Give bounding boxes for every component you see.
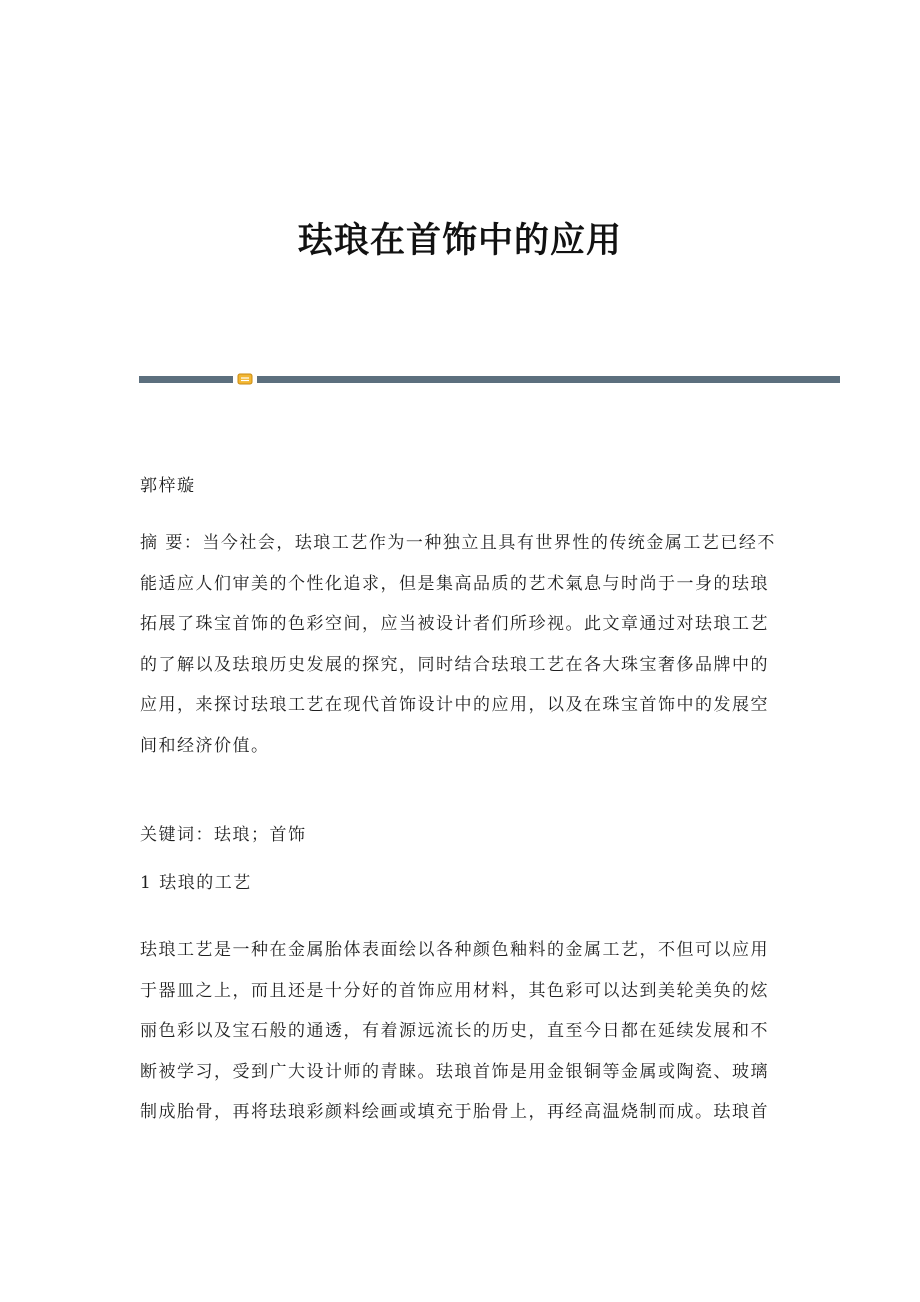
abstract-label: 摘 要： bbox=[140, 533, 203, 553]
document-title: 珐琅在首饰中的应用 bbox=[297, 220, 622, 261]
author-name: 郭梓璇 bbox=[140, 476, 196, 496]
abstract-paragraph bbox=[140, 523, 782, 766]
divider-ornament-icon bbox=[237, 373, 253, 385]
abstract-text: 当今社会，珐琅工艺作为一种独立且具有世界性的传统金属工艺已经不能适应人们审美的个性化追求，但是集高品质的艺术氣息与时尚于一身的珐琅拓展了珠宝首饰的色彩空间，应当被设计者们所珍视。此文章通过对珐琅工艺的了解以及珐琅历史发展的探究，同时结合珐琅工艺在各大珠宝奢侈品牌中的应用，来探讨珐琅工艺在现代首饰设计中的应用，以及在珠宝首饰中的发展空间和经济价值。 bbox=[140, 533, 776, 756]
section-body-paragraph: 珐琅工艺是一种在金属胎体表面绘以各种颜色釉料的金属工艺，不但可以应用于器皿之上，而且还是十分好的首饰应用材料，其色彩可以达到美轮美奂的炫丽色彩以及宝石般的通透，有着源远流长的历史，直至今日都在延续发展和不断被学习，受到广大设计师的青睐。珐琅首饰是用金银铜等金属或陶瓷、玻璃制成胎骨，再将珐琅彩颜料绘画或填充于胎骨上，再经高温烧制而成。珐琅首 bbox=[140, 940, 769, 1122]
title-divider-right bbox=[257, 376, 840, 383]
section-heading: 1 珐琅的工艺 bbox=[140, 873, 252, 893]
title-divider-left bbox=[139, 376, 233, 383]
keywords: 关键词：珐琅；首饰 bbox=[140, 825, 307, 845]
